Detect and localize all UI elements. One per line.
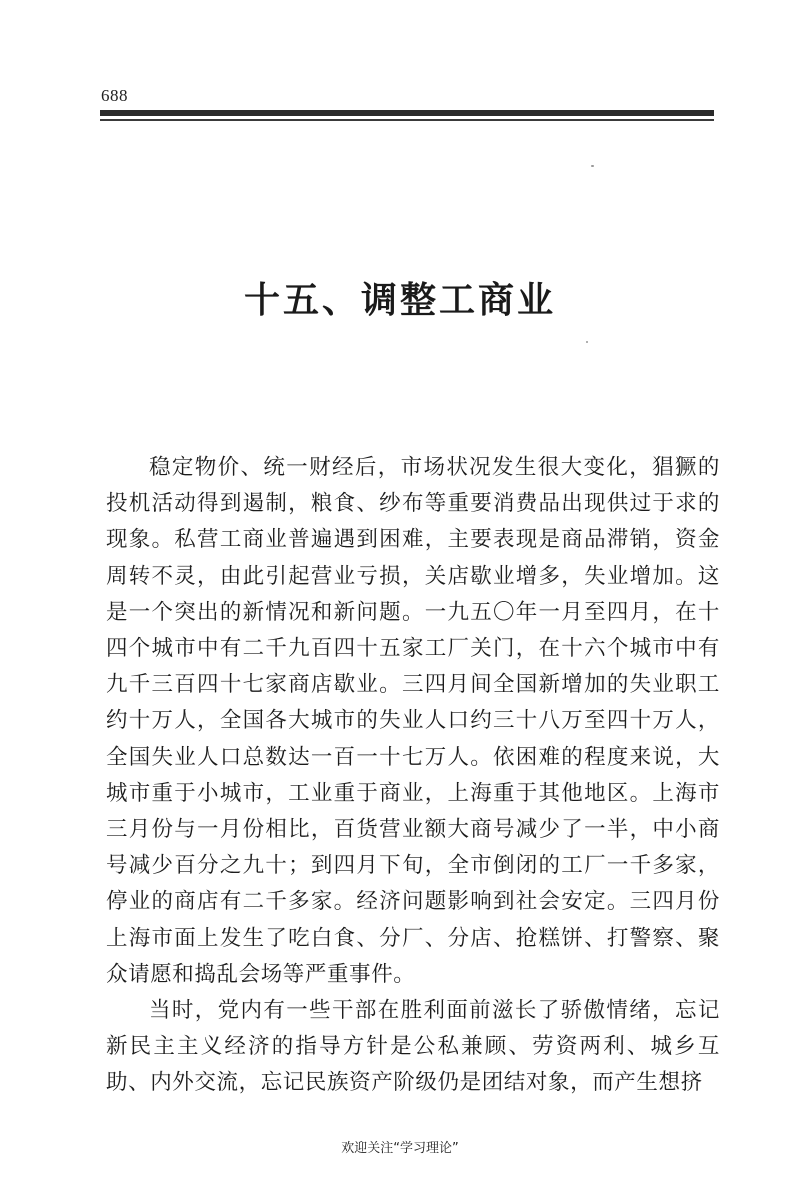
body-text (106, 450, 720, 1102)
paragraph: 当时，党内有一些干部在胜利面前滋长了骄傲情绪，忘记新民主主义经济的指导方针是公私兼顾、劳资两利、城乡互助、内外交流，忘记民族资产阶级仍是团结对象，而产生想挤 (106, 998, 720, 1096)
paragraph: 稳定物价、统一财经后，市场状况发生很大变化，猖獗的投机活动得到遏制，粮食、纱布等重要消费品出现供过于求的现象。私营工商业普遍遇到困难，主要表现是商品滞销，资金周转不灵，由此引起营业亏损，关店歇业增多，失业增加。这是一个突出的新情况和新问题。一九五〇年一月至四月，在十四个城市中有二千九百四十五家工厂关门，在十六个城市中有九千三百四十七家商店歇业。三四月间全国新增加的失业职工约十万人，全国各大城市的失业人口约三十八万至四十万人，全国失业人口总数达一百一十七万人。依困难的程度来说，大城市重于小城市，工业重于商业，上海重于其他地区。上海市三月份与一月份相比，百货营业额大商号减少了一半，中小商号减少百分之九十；到四月下旬，全市倒闭的工厂一千多家，停业的商店有二千多家。经济问题影响到社会安定。三四月份上海市面上发生了吃白食、分厂、分店、抢糕饼、打警察、聚众请愿和捣乱会场等严重事件。 (106, 455, 720, 987)
header-rule-thick (100, 110, 714, 116)
page-number: 688 (101, 86, 128, 105)
header-rule-thin (100, 119, 714, 121)
chapter-title: 十五、调整工商业 (243, 280, 556, 321)
scan-speck (586, 341, 588, 343)
scan-speck (591, 165, 594, 167)
footer-note: 欢迎关注“学习理论” (341, 1141, 459, 1156)
